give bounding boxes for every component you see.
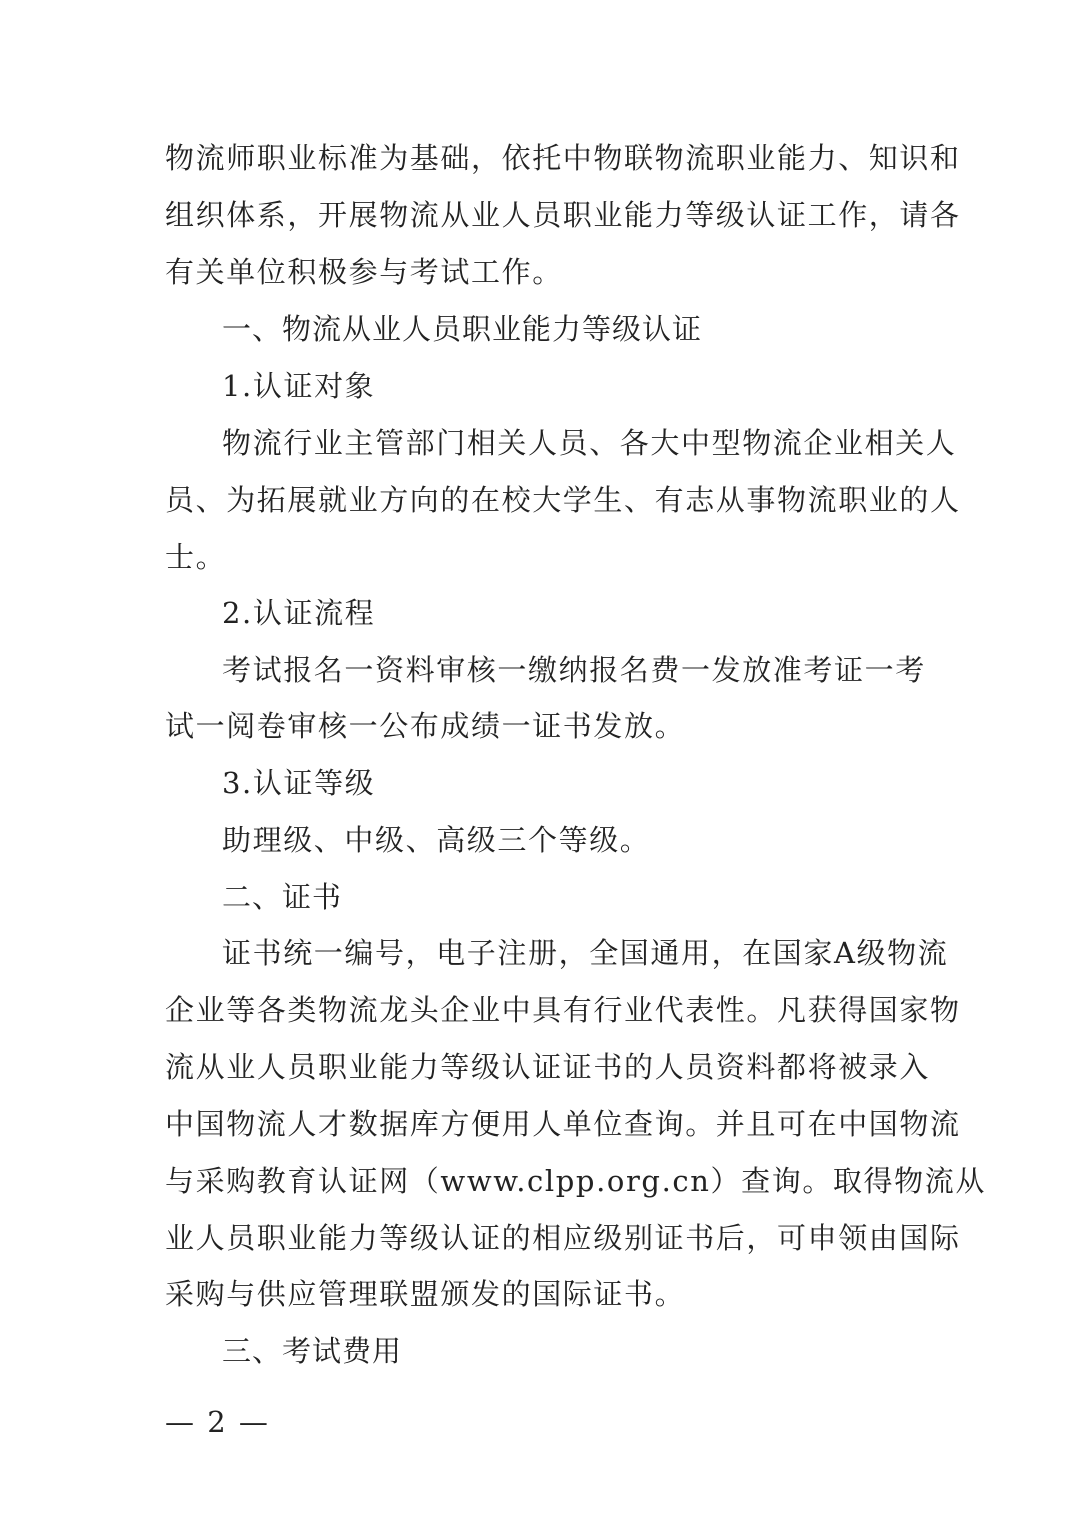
- intro-line-1: 物流师职业标准为基础，依托中物联物流职业能力、知识和: [165, 141, 961, 175]
- section-1-item-1-line-2: 员、为拓展就业方向的在校大学生、有志从事物流职业的人: [165, 483, 961, 517]
- section-2-line-1: 证书统一编号，电子注册，全国通用，在国家A级物流: [222, 936, 949, 970]
- section-2-heading: 二、证书: [222, 880, 343, 914]
- section-1-item-3-title: 3.认证等级: [222, 766, 376, 800]
- section-1-item-1-title: 1.认证对象: [222, 369, 376, 403]
- intro-line-3: 有关单位积极参与考试工作。: [165, 255, 563, 289]
- section-2-line-6: 业人员职业能力等级认证的相应级别证书后，可申领由国际: [165, 1221, 961, 1255]
- section-1-item-2-line-2: 试一阅卷审核一公布成绩一证书发放。: [165, 709, 686, 743]
- section-1-item-2-line-1: 考试报名一资料审核一缴纳报名费一发放准考证一考: [222, 653, 926, 687]
- intro-line-2: 组织体系，开展物流从业人员职业能力等级认证工作，请各: [165, 198, 961, 232]
- section-1-item-1-line-3: 士。: [165, 540, 227, 574]
- section-2-line-2: 企业等各类物流龙头企业中具有行业代表性。凡获得国家物: [165, 993, 961, 1027]
- section-1-item-3-line-1: 助理级、中级、高级三个等级。: [222, 823, 651, 857]
- section-2-line-5: 与采购教育认证网（www.clpp.org.cn）查询。取得物流从: [165, 1164, 986, 1198]
- section-1-item-1-line-1: 物流行业主管部门相关人员、各大中型物流企业相关人: [222, 426, 957, 460]
- section-1-heading: 一、物流从业人员职业能力等级认证: [222, 312, 703, 346]
- section-2-line-7: 采购与供应管理联盟颁发的国际证书。: [165, 1277, 686, 1311]
- section-2-line-4: 中国物流人才数据库方便用人单位查询。并且可在中国物流: [165, 1107, 961, 1141]
- section-1-item-2-title: 2.认证流程: [222, 596, 376, 630]
- page-number: — 2 —: [165, 1405, 270, 1439]
- section-2-line-3: 流从业人员职业能力等级认证证书的人员资料都将被录入: [165, 1050, 931, 1084]
- section-3-heading: 三、考试费用: [222, 1334, 403, 1368]
